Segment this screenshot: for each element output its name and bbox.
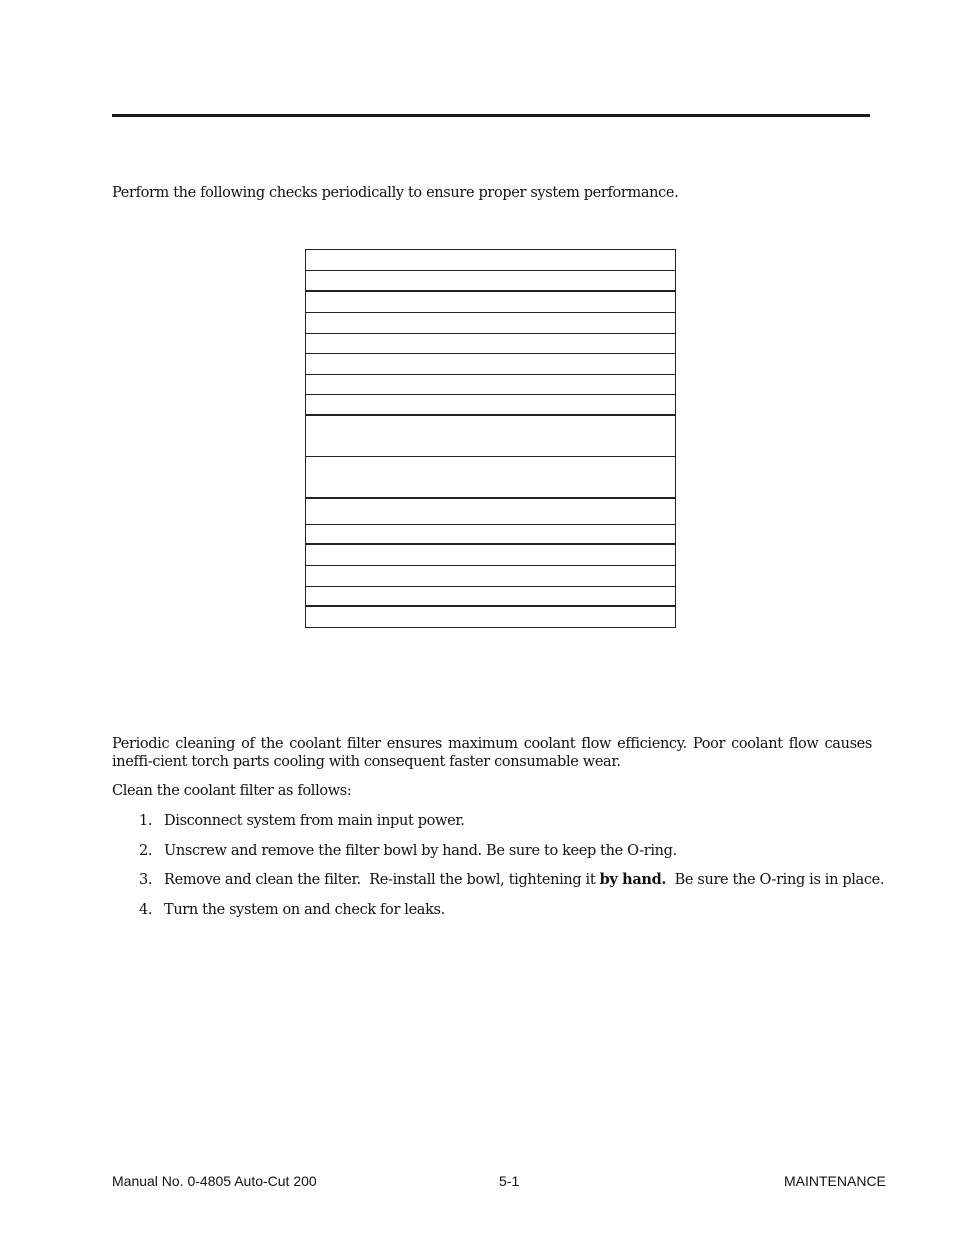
table-row	[306, 334, 675, 354]
emphasis-text: by hand.	[599, 871, 667, 888]
step-text: Turn the system on and check for leaks.	[164, 901, 445, 918]
filter-instructions-lead: Clean the coolant filter as follows:	[112, 783, 352, 799]
maintenance-schedule-table	[305, 249, 676, 628]
step-text	[164, 871, 884, 889]
list-item	[139, 812, 879, 842]
table-row	[306, 292, 675, 313]
header-rule	[112, 114, 870, 117]
table-row	[306, 354, 675, 375]
step-number: 3.	[139, 872, 153, 888]
list-item	[139, 871, 885, 901]
step-text-part: Remove and clean the filter. Re-install the bowl, tightening it	[164, 872, 600, 888]
table-row	[306, 395, 675, 416]
table-row	[306, 587, 675, 607]
step-text-part: Be sure the O-ring is in place.	[666, 872, 885, 888]
table-row	[306, 525, 675, 545]
table-row	[306, 607, 675, 627]
cleaning-steps-list	[139, 812, 885, 930]
table-row	[306, 457, 675, 499]
step-text: Disconnect system from main input power.	[164, 813, 465, 829]
table-row	[306, 416, 675, 457]
table-row	[306, 271, 675, 292]
footer-page-number: 5-1	[499, 1173, 520, 1189]
table-row	[306, 313, 675, 334]
step-text: Unscrew and remove the filter bowl by hand. Be sure to keep the O-ring.	[164, 842, 677, 859]
footer-section-title: MAINTENANCE	[784, 1173, 886, 1189]
intro-text: Perform the following checks periodically to ensure proper system performance.	[112, 185, 679, 201]
table-row	[306, 566, 675, 587]
table-row	[306, 545, 675, 566]
filter-intro-paragraph: Periodic cleaning of the coolant filter ensures maximum coolant flow efficiency. Poor coolant flow causes ineffi-cient torch parts cooling with consequent faster consumable wear.	[112, 736, 872, 770]
step-number: 4.	[139, 901, 153, 918]
step-number: 1.	[139, 813, 153, 829]
footer-manual-number: Manual No. 0-4805 Auto-Cut 200	[112, 1173, 317, 1189]
table-row	[306, 250, 675, 271]
step-number: 2.	[139, 842, 153, 859]
table-row	[306, 499, 675, 525]
list-item	[139, 901, 879, 931]
list-item	[139, 842, 879, 872]
table-row	[306, 375, 675, 395]
